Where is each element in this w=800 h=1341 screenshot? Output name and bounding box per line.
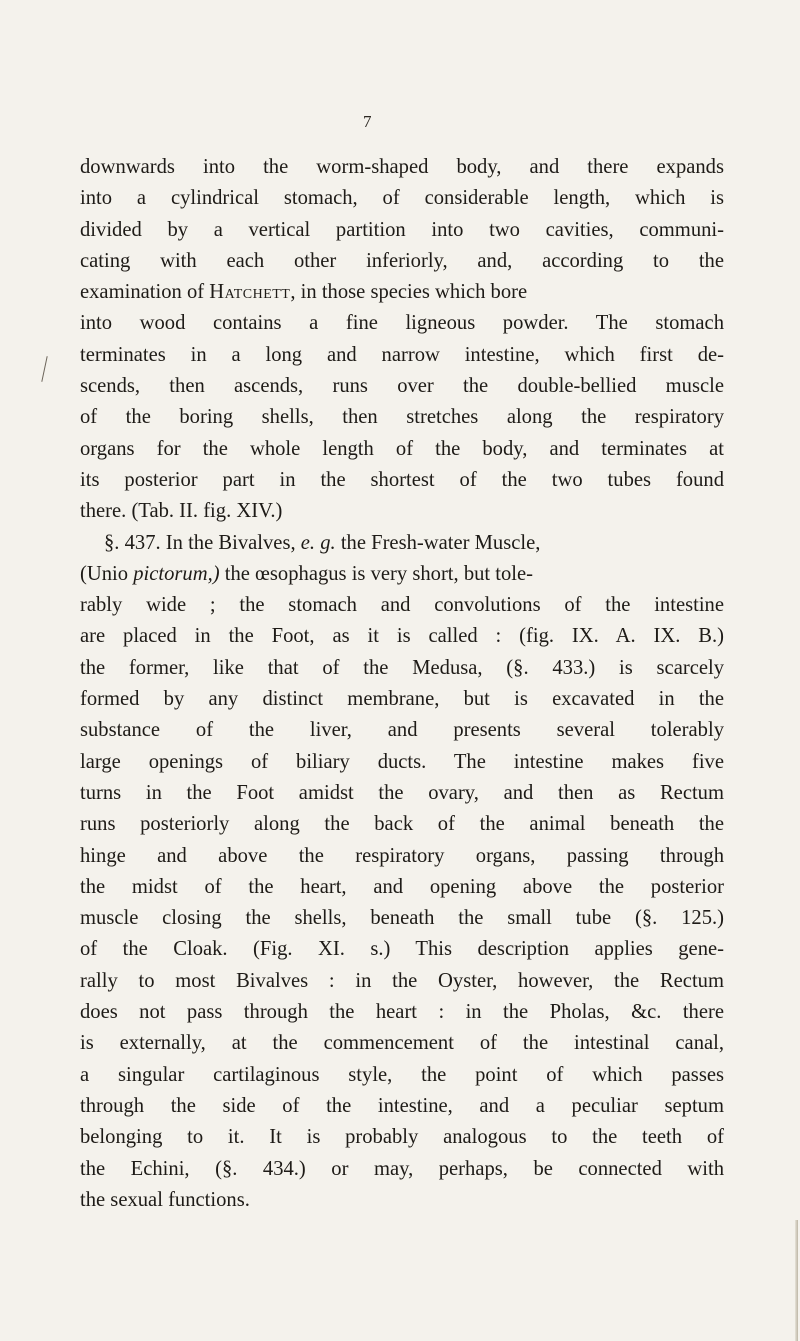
- text-line: substance of the liver, and presents several tolerably: [80, 719, 724, 742]
- text-line: the former, like that of the Medusa, (§. 433.) is scarcely: [80, 656, 724, 679]
- text-line: large openings of biliary ducts. The intestine makes five: [80, 750, 724, 773]
- text-line: through the side of the intestine, and a peculiar septum: [80, 1094, 724, 1117]
- text-run: , in those species which bore: [290, 281, 528, 304]
- margin-mark: [41, 356, 47, 382]
- text-line: a singular cartilaginous style, the point of which passes: [80, 1063, 724, 1086]
- text-run: examination of: [80, 281, 205, 304]
- text-line: [80, 559, 724, 590]
- text-line: is externally, at the commencement of the intestinal canal,: [80, 1032, 724, 1055]
- text-line: cating with each other inferiorly, and, according to the: [80, 249, 724, 272]
- page-edge: [795, 1220, 798, 1341]
- text-line: scends, then ascends, runs over the double-bellied muscle: [80, 375, 724, 398]
- text-run: §. 437. In the Bivalves,: [104, 531, 296, 554]
- species-name: pictorum,): [133, 562, 220, 585]
- text-line: does not pass through the heart : in the Pholas, &c. there: [80, 1001, 724, 1024]
- text-line: of the boring shells, then stretches along the respiratory: [80, 406, 724, 429]
- text-line: are placed in the Foot, as it is called : (fig. IX. A. IX. B.): [80, 625, 724, 648]
- text-line: organs for the whole length of the body, and terminates at: [80, 437, 724, 460]
- text-line: terminates in a long and narrow intestine, which first de-: [80, 343, 724, 366]
- text-line: [80, 277, 724, 308]
- text-line: rably wide ; the stomach and convolutions of the intestine: [80, 594, 724, 617]
- body-text: [80, 152, 724, 1216]
- text-line: the Echini, (§. 434.) or may, perhaps, be connected with: [80, 1157, 724, 1180]
- text-line: its posterior part in the shortest of the two tubes found: [80, 468, 724, 491]
- text-line: runs posteriorly along the back of the animal beneath the: [80, 813, 724, 836]
- text-run: the Fresh-water Muscle,: [340, 531, 541, 554]
- page-number: 7: [363, 112, 372, 131]
- text-line: divided by a vertical partition into two cavities, communi-: [80, 218, 724, 241]
- text-run: (Unio: [80, 562, 129, 585]
- text-line: there. (Tab. II. fig. XIV.): [80, 500, 283, 523]
- text-line: into wood contains a fine ligneous powder. The stomach: [80, 312, 724, 335]
- text-line: downwards into the worm-shaped body, and there expands: [80, 156, 724, 178]
- text-line: muscle closing the shells, beneath the small tube (§. 125.): [80, 907, 724, 930]
- text-run: the œsophagus is very short, but tole-: [224, 562, 534, 585]
- text-line: turns in the Foot amidst the ovary, and then as Rectum: [80, 781, 724, 804]
- author-name: Hatchett: [209, 281, 291, 304]
- text-line: the midst of the heart, and opening above the posterior: [80, 875, 724, 898]
- text-line: hinge and above the respiratory organs, passing through: [80, 844, 724, 867]
- text-line: belonging to it. It is probably analogous to the teeth of: [80, 1126, 724, 1149]
- text-line: the sexual functions.: [80, 1188, 250, 1211]
- italic-abbrev: e. g.: [300, 531, 336, 554]
- section-heading-line: [80, 528, 724, 559]
- text-line: formed by any distinct membrane, but is excavated in the: [80, 688, 724, 711]
- text-line: into a cylindrical stomach, of considerable length, which is: [80, 187, 724, 210]
- text-line: of the Cloak. (Fig. XI. s.) This description applies gene-: [80, 938, 724, 961]
- text-line: rally to most Bivalves : in the Oyster, however, the Rectum: [80, 969, 724, 992]
